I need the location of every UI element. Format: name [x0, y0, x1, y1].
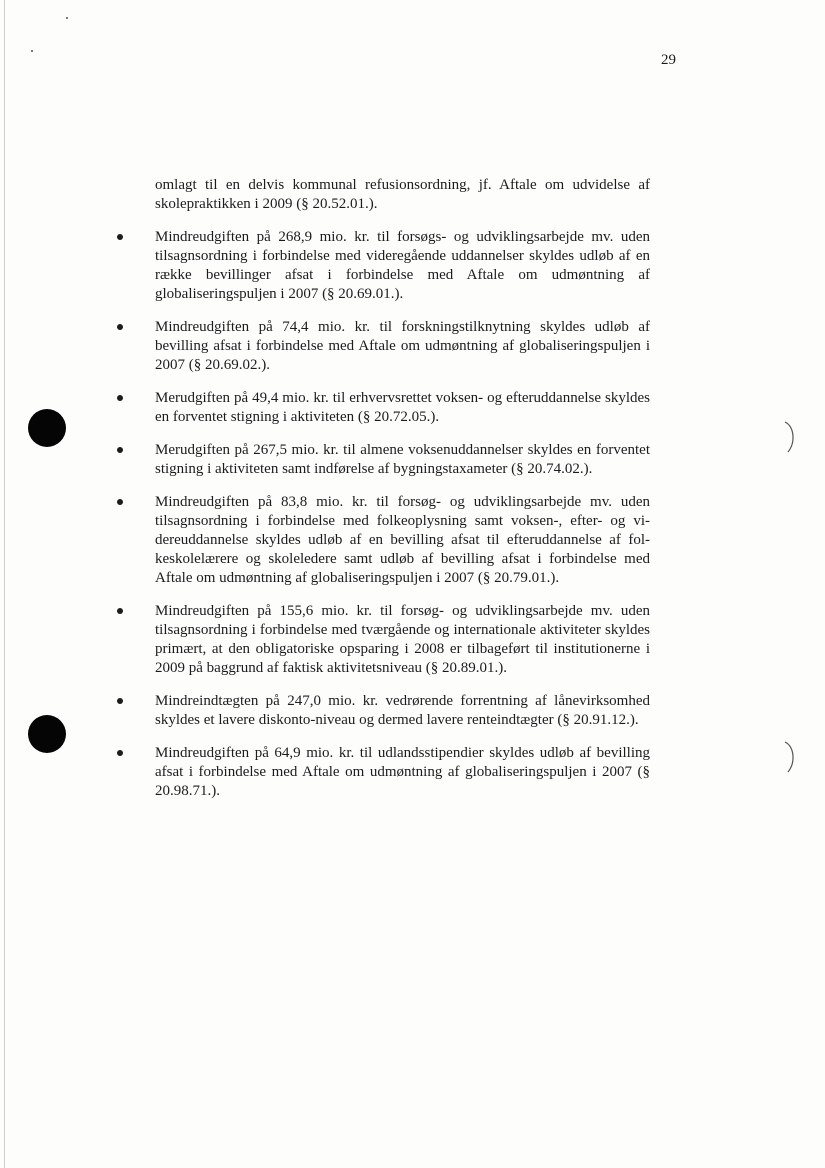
bracket-mark-upper [782, 420, 798, 454]
bullet-icon [117, 324, 123, 330]
punch-hole-upper [28, 409, 66, 447]
scan-edge-line [4, 0, 5, 1168]
list-item-text: Mindreindtægten på 247,0 mio. kr. vedrørende forrentning af lånevirksomhed skyldes et lavere diskonto-niveau og dermed lavere renteindtægter (§ 20.91.12.). [155, 693, 650, 728]
scan-speck [66, 17, 68, 19]
page-number: 29 [661, 52, 676, 68]
bullet-icon [117, 234, 123, 240]
list-item-text: Merudgiften på 49,4 mio. kr. til erhvervsrettet voksen- og efteruddannelse skyldes en forventet stigning i aktiviteten (§ 20.72.05.). [155, 390, 650, 425]
bullet-icon [117, 608, 123, 614]
list-item [117, 318, 650, 375]
bullet-icon [117, 395, 123, 401]
list-item-text: Mindreudgiften på 268,9 mio. kr. til forsøgs- og udviklingsarbejde mv. uden tilsagnsordning i forbindelse med videregående uddannelser skyldes udløb af en række bevillinger afsat i forbindelse med Aftale om udmøntning af globaliseringspuljen i 2007 (§ 20.69.01.). [155, 229, 650, 302]
list-item [117, 441, 650, 479]
bullet-icon [117, 499, 123, 505]
list-item-text: Mindreudgiften på 83,8 mio. kr. til forsøg- og udviklingsarbejde mv. uden tilsagnsordning i forbindelse med folkeoplysning samt voksen-, efter- og videreuddannelse skyldes udløb af en bevilling afsat til efteruddannelse af folkeskolelærere og skoleledere samt udløb af bevilling afsat i forbindelse med Aftale om udmøntning af globaliseringspuljen i 2007 (§ 20.79.01.). [155, 494, 650, 586]
intro-continuation-paragraph: omlagt til en delvis kommunal refusionsordning, jf. Aftale om udvidelse af skolepraktikken i 2009 (§ 20.52.01.). [155, 177, 650, 212]
bullet-icon [117, 447, 123, 453]
bracket-mark-lower [782, 740, 798, 774]
bullet-icon [117, 698, 123, 704]
punch-hole-lower [28, 715, 66, 753]
list-item [117, 602, 650, 678]
list-item [117, 493, 650, 588]
list-item [117, 692, 650, 730]
list-item [117, 389, 650, 427]
bullet-icon [117, 750, 123, 756]
list-item-text: Merudgiften på 267,5 mio. kr. til almene voksenuddannelser skyldes en forventet stigning i aktiviteten samt indførelse af bygningstaxameter (§ 20.74.02.). [155, 442, 650, 477]
document-body [117, 176, 650, 815]
list-item-text: Mindreudgiften på 155,6 mio. kr. til forsøg- og udviklingsarbejde mv. uden tilsagnsordning i forbindelse med tværgående og internationale aktiviteter skyldes primært, at den obligatoriske opsparing i 2008 er tilbageført til institutionerne i 2009 på baggrund af faktisk aktivitetsniveau (§ 20.89.01.). [155, 603, 650, 676]
list-item-text: Mindreudgiften på 74,4 mio. kr. til forskningstilknytning skyldes udløb af bevilling afsat i forbindelse med Aftale om udmøntning af globaliseringspuljen i 2007 (§ 20.69.02.). [155, 319, 650, 373]
list-item-text: Mindreudgiften på 64,9 mio. kr. til udlandsstipendier skyldes udløb af bevilling afsat i forbindelse med Aftale om udmøntning af globaliseringspuljen i 2007 (§ 20.98.71.). [155, 745, 650, 799]
scan-speck [31, 50, 33, 52]
list-item [117, 228, 650, 304]
list-item [117, 744, 650, 801]
